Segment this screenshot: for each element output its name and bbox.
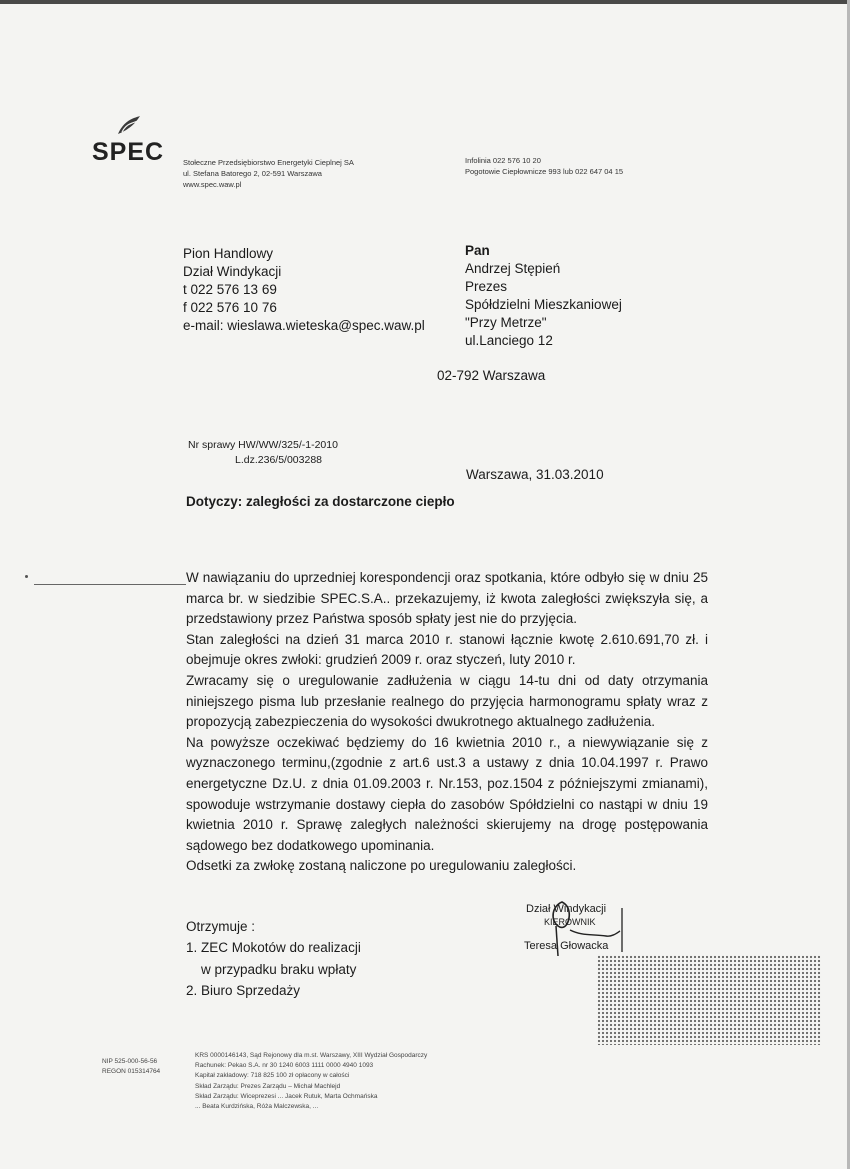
halftone-stamp (597, 955, 821, 1045)
footer-line: KRS 0000146143, Sąd Rejonowy dla m.st. Warszawy, XIII Wydział Gospodarczy (195, 1052, 428, 1059)
case-reference (188, 438, 338, 468)
recipient-org: Spółdzielni Mieszkaniowej (465, 297, 622, 312)
sender-phone: t 022 576 13 69 (183, 282, 277, 297)
flame-icon (114, 114, 144, 138)
signature-department: Dział Windykacji (526, 903, 607, 915)
company-street: ul. Stefana Batorego 2, 02-591 Warszawa (183, 169, 322, 178)
body-paragraph: Na powyższe oczekiwać będziemy do 16 kwietnia 2010 r., a niewywiązanie się z wyznaczonego terminu,(zgodnie z art.6 ust.3 a ustawy z dnia 10.04.1997 r. Prawo energetyczne Dz.U. z dnia 01.09.2003 r. Nr.153, poz.1504 z późniejszymi zmianami), spowoduje wstrzymanie dostawy ciepła do zasobów Spółdzielni co nastąpi w dniu 19 kwietnia 2010 r. Sprawę zaległych należności skierujemy na drogę postępowania sądowego bez dodatkowego upominania. (186, 734, 708, 853)
scan-edge-top (0, 0, 850, 4)
hotline-info (465, 155, 623, 177)
footer-line: Rachunek: Pekao S.A. nr 30 1240 6003 1111 0000 4940 1093 (195, 1062, 374, 1070)
ldz-number: L.dz.236/5/003288 (235, 454, 322, 466)
sender-block (183, 245, 425, 335)
footer-line: Skład Zarządu: Wiceprezesi ... Jacek Rutuk, Marta Ochmańska (195, 1092, 378, 1100)
body-paragraph: Stan zaległości na dzień 31 marca 2010 r. stanowi łącznie kwotę 2.610.691,70 zł. i obejmuje okres zwłoki: grudzień 2009 r. oraz styczeń, luty 2010 r. (186, 631, 708, 668)
signature-stamp (522, 900, 627, 958)
company-address (183, 157, 354, 190)
scan-mark-line (34, 584, 186, 585)
footer-nip: NIP 525-000-56-56 (102, 1058, 158, 1065)
sender-division: Pion Handlowy (183, 246, 274, 261)
letter-subject: Dotyczy: zaległości za dostarczone ciepło (186, 494, 455, 509)
recipient-org-name: "Przy Metrze" (465, 315, 547, 330)
infolinia: Infolinia 022 576 10 20 (465, 156, 541, 165)
footer-line: Kapitał zakładowy: 718 825 100 zł opłacony w całości (195, 1072, 350, 1080)
distribution-item-1-cont: w przypadku braku wpłaty (201, 961, 357, 977)
body-paragraph: Odsetki za zwłokę zostaną naliczone po uregulowaniu zaległości. (186, 858, 577, 874)
scan-speck (25, 575, 28, 578)
recipient-name: Andrzej Stępień (465, 261, 561, 276)
recipient-city: 02-792 Warszawa (437, 368, 546, 383)
distribution-heading: Otrzymuje : (186, 919, 256, 934)
company-name: Stołeczne Przedsiębiorstwo Energetyki Cieplnej SA (183, 158, 354, 167)
footer-line: Skład Zarządu: Prezes Zarządu – Michał Machlejd (195, 1082, 341, 1090)
footer-legal (195, 1051, 427, 1112)
recipient-street: ul.Lanciego 12 (465, 333, 553, 348)
distribution-list (186, 916, 361, 1001)
pogotowie: Pogotowie Ciepłownicze 993 lub 022 647 04 15 (465, 167, 624, 176)
footer-registration (102, 1057, 160, 1077)
case-number: Nr sprawy HW/WW/325/-1-2010 (188, 439, 338, 451)
recipient-salutation: Pan (465, 243, 490, 258)
company-website: www.spec.waw.pl (183, 180, 242, 189)
recipient-block (465, 242, 622, 350)
sender-department: Dział Windykacji (183, 264, 282, 279)
logo-wordmark: SPEC (92, 138, 165, 166)
signature-name: Teresa Głowacka (524, 940, 609, 952)
body-paragraph: W nawiązaniu do uprzedniej korespondencji oraz spotkania, które odbyło się w dniu 25 marca br. w siedzibie SPEC.S.A.. przekazujemy, iż kwota zaległości zwiększyła się, a przedstawiony przez Państwa sposób spłaty jest nie do przyjęcia. (186, 570, 708, 627)
distribution-item-2: 2. Biuro Sprzedaży (186, 982, 301, 998)
distribution-item-1: 1. ZEC Mokotów do realizacji (186, 940, 361, 956)
body-paragraph: Zwracamy się o uregulowanie zadłużenia w ciągu 14-tu dni od daty otrzymania niniejszego pisma lub przesłanie realnego do przyjęcia harmonogramu spłaty wraz z propozycją zabezpieczenia do wysokości dwukrotnego aktualnego zadłużenia. (186, 672, 708, 730)
footer-regon: REGON 015314764 (102, 1068, 161, 1075)
letter-date: Warszawa, 31.03.2010 (466, 467, 604, 482)
footer-line: ... Beata Kurdzińska, Róża Malczewska, ... (195, 1103, 319, 1111)
sender-fax: f 022 576 10 76 (183, 300, 277, 315)
letter-body (186, 568, 708, 877)
signature-role: KIEROWNIK (544, 917, 596, 927)
recipient-title: Prezes (465, 279, 508, 294)
spec-logo (92, 114, 182, 164)
sender-email: e-mail: wieslawa.wieteska@spec.waw.pl (183, 318, 425, 333)
